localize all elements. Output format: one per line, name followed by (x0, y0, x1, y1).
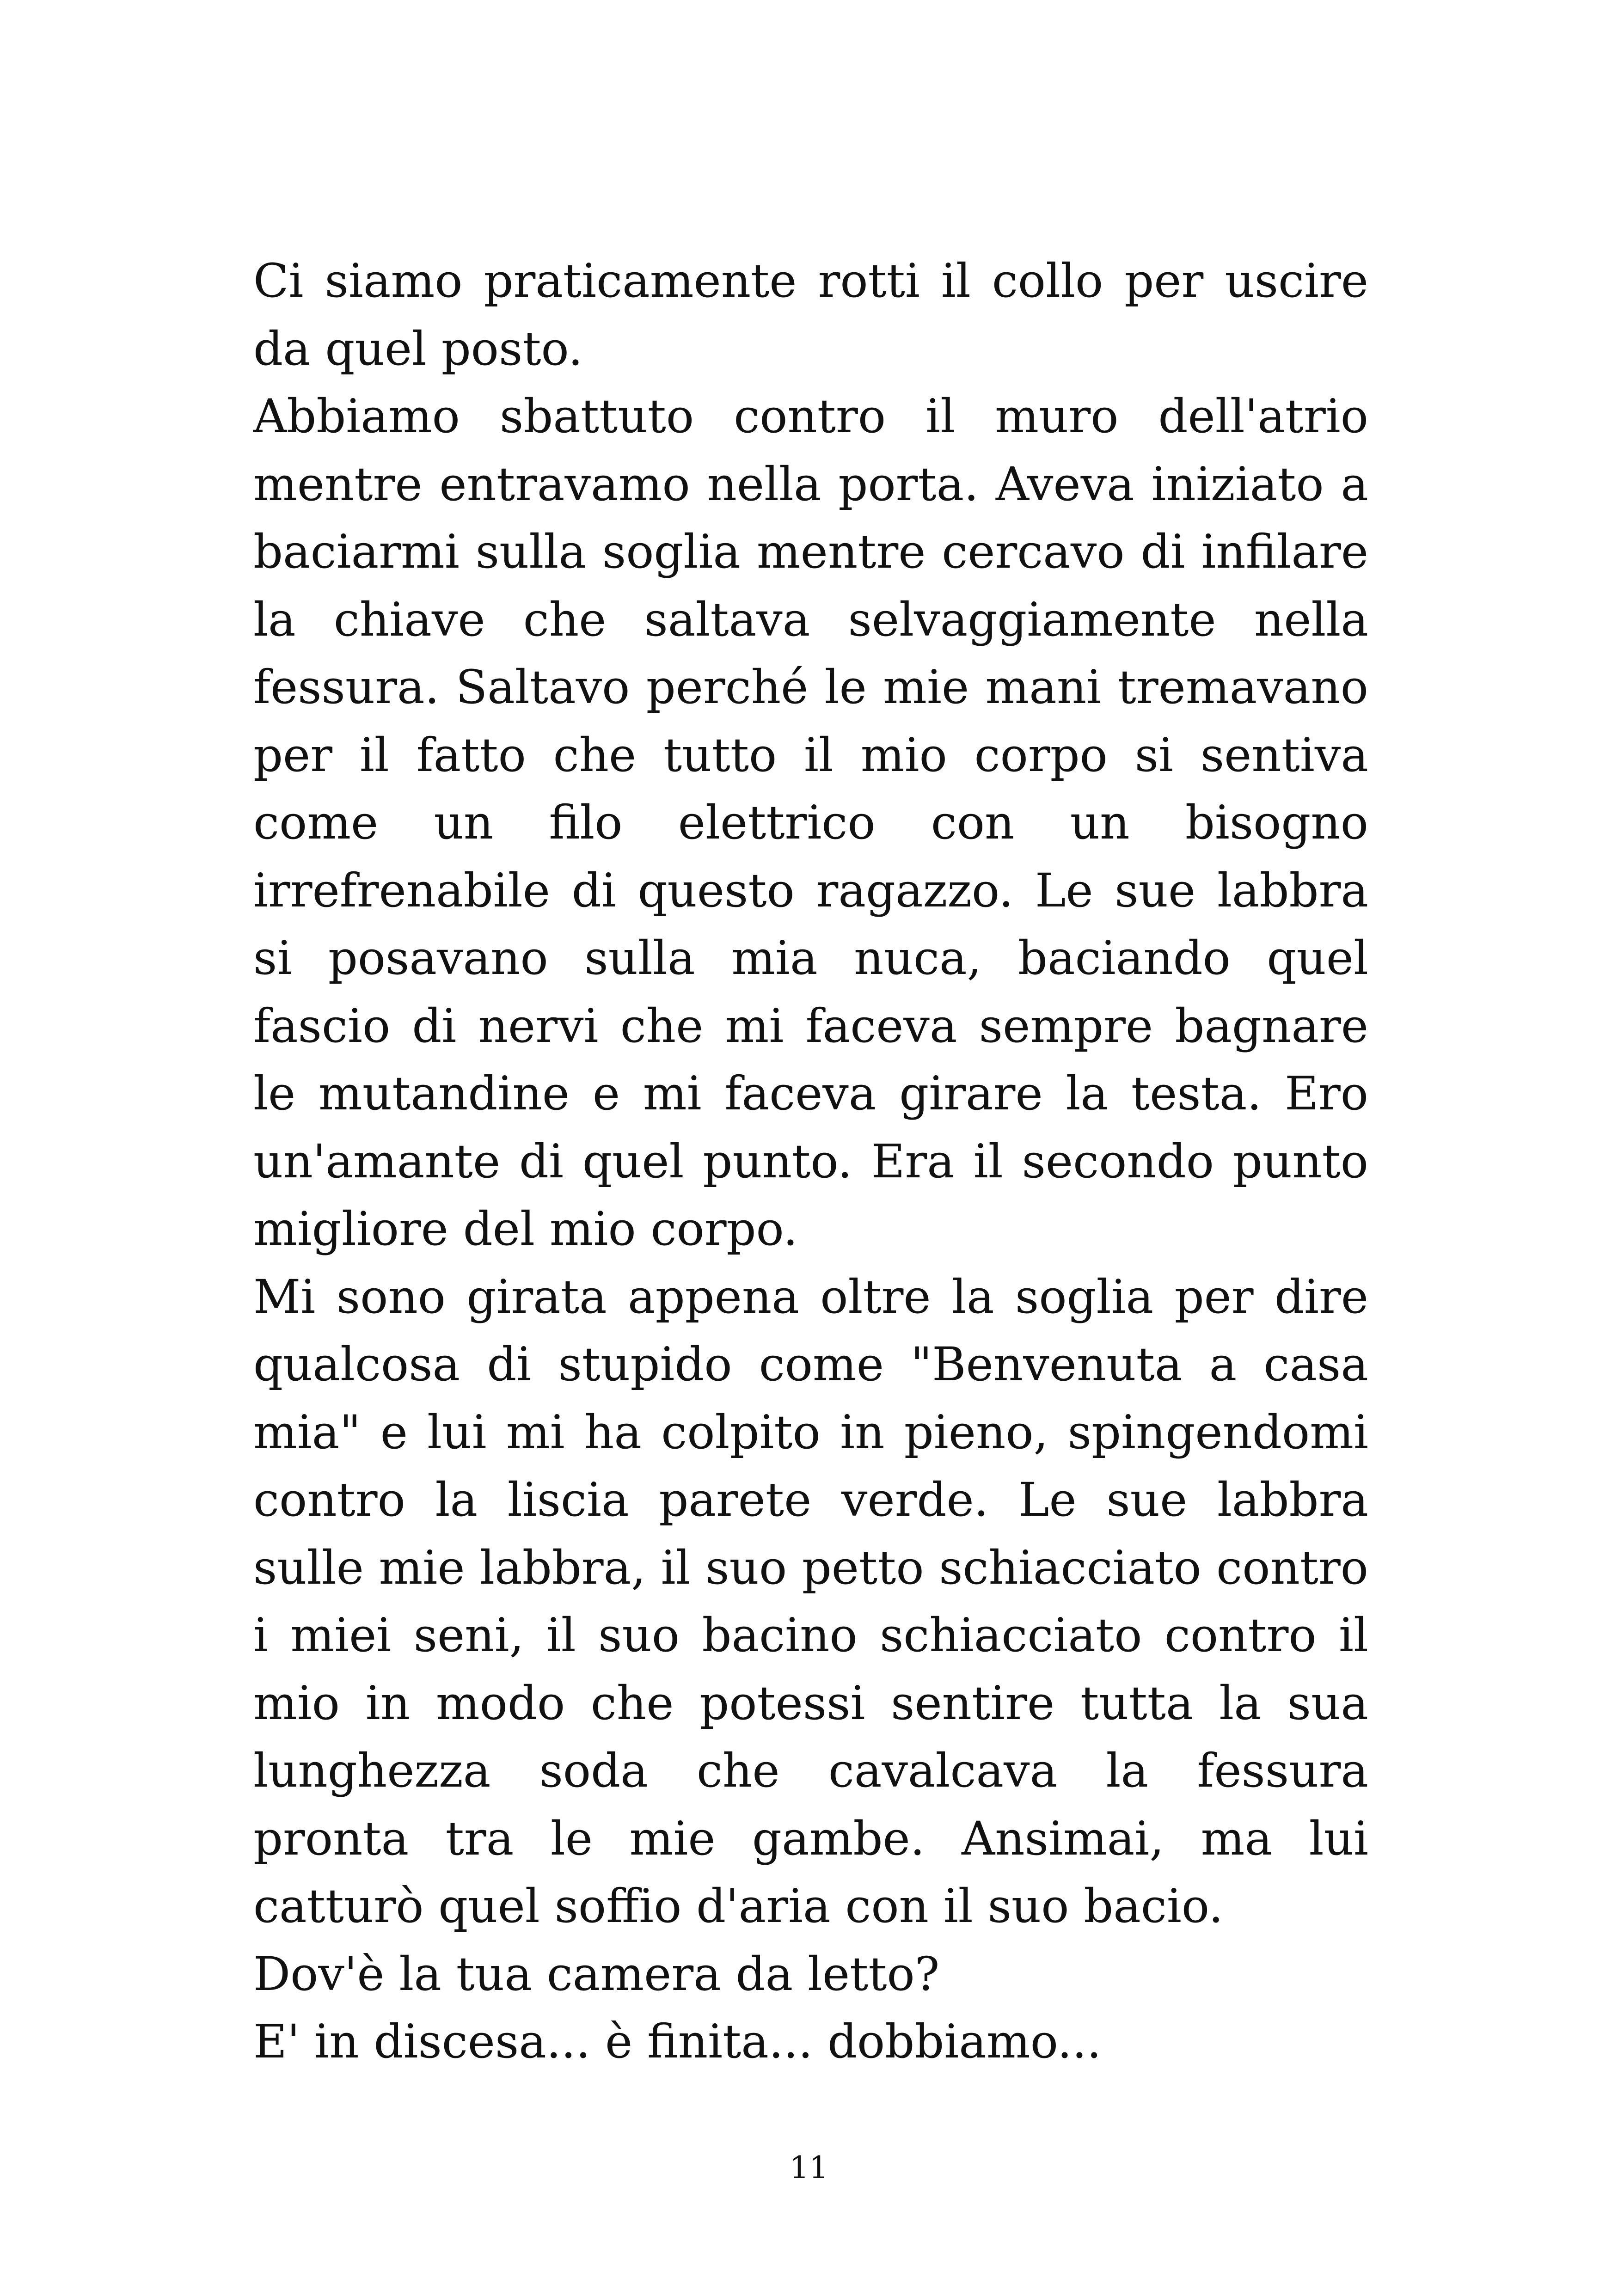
paragraph-5: E' in discesa... è finita... dobbiamo... (253, 2014, 1102, 2069)
paragraph-1: Ci siamo praticamente rotti il collo per uscire da quel posto. (253, 254, 1368, 376)
paragraph-3: Mi sono girata appena oltre la soglia per dire qualcosa di stupido come "Benvenuta a casa mia" e lui mi ha colpito in pieno, spingendomi contro la liscia parete verde. Le sue labbra sulle mie labbra, il suo petto schiacciato contro i miei seni, il suo bacino schiacciato contro il mio in modo che potessi sentire tutta la sua lunghezza soda che cavalcava la fessura pronta tra le mie gambe. Ansimai, ma lui catturò quel soffio d'aria con il suo bacio. (253, 1269, 1368, 1933)
page-number: 11 (790, 2150, 828, 2186)
body-text (253, 247, 1368, 2076)
paragraph-4: Dov'è la tua camera da letto? (253, 1947, 940, 2001)
paragraph-2: Abbiamo sbattuto contro il muro dell'atrio mentre entravamo nella porta. Aveva iniziato a baciarmi sulla soglia mentre cercavo di infilare la chiave che saltava selvaggiamente nella fessura. Saltavo perché le mie mani tremavano per il fatto che tutto il mio corpo si sentiva come un filo elettrico con un bisogno irrefrenabile di questo ragazzo. Le sue labbra si posavano sulla mia nuca, baciando quel fascio di nervi che mi faceva sempre bagnare le mutandine e mi faceva girare la testa. Ero un'amante di quel punto. Era il secondo punto migliore del mio corpo. (253, 389, 1368, 1256)
